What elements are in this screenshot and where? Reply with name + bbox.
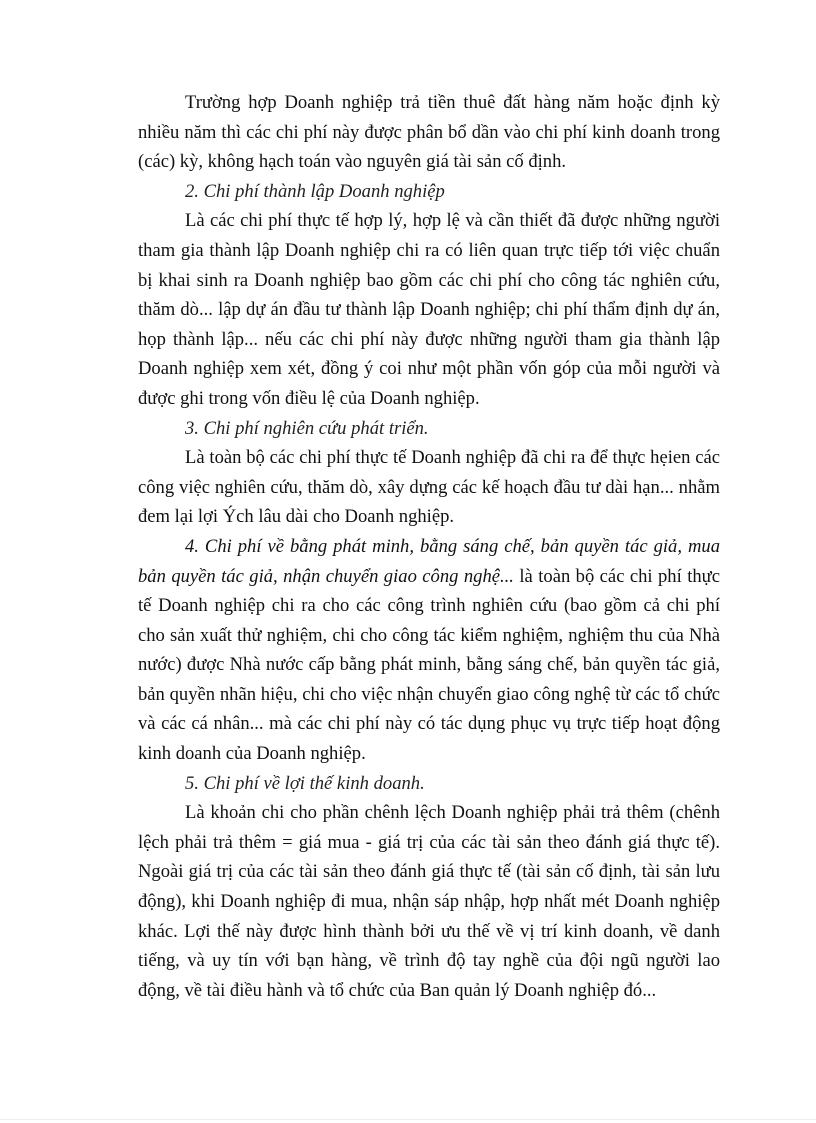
paragraph-patents-copyrights [138,532,720,769]
document-page [138,88,720,1005]
paragraph-establishment-costs: Là các chi phí thực tế hợp lý, hợp lệ và cần thiết đã được những người tham gia thành lập Doanh nghiệp chi ra có liên quan trực tiếp tới việc chuẩn bị khai sinh ra Doanh nghiệp bao gồm các chi phí cho công tác nghiên cứu, thăm dò... lập dự án đầu tư thành lập Doanh nghiệp; chi phí thẩm định dự án, họp thành lập... nếu các chi phí này được những người tham gia thành lập Doanh nghiệp xem xét, đồng ý coi như một phần vốn góp của mỗi người và được ghi trong vốn điều lệ của Doanh nghiệp. [138,210,720,409]
paragraph-research-development: Là toàn bộ các chi phí thực tế Doanh nghiệp đã chi ra để thực hẹien các công việc nghiên cứu, thăm dò, xây dựng các kế hoạch đầu tư dài hạn... nhằm đem lại lợi Ých lâu dài cho Doanh nghiệp. [138,447,720,528]
paragraph-patents-copyrights-body: là toàn bộ các chi phí thực tế Doanh nghiệp chi ra cho các công trình nghiên cứu (bao gồm cả chi phí cho sản xuất thử nghiệm, chi cho công tác kiểm nghiệm, nghiệm thu của Nhà nước) được Nhà nước cấp bằng phát minh, bằng sáng chế, bản quyền tác giả, bản quyền nhãn hiệu, chi cho việc nhận chuyển giao công nghệ từ các tổ chức và các cá nhân... mà các chi phí này có tác dụng phục vụ trực tiếp hoạt động kinh doanh của Doanh nghiệp. [138,565,720,765]
heading-patents-copyrights: 4. Chi phí về bằng phát minh, bằng sáng chế, bản quyền tác giả, mua bản quyền tác giả, nhận chuyển giao công nghệ... [138,535,720,587]
paragraph-land-rent: Trường hợp Doanh nghiệp trả tiền thuê đất hàng năm hoặc định kỳ nhiều năm thì các chi phí này được phân bổ dần vào chi phí kinh doanh trong (các) kỳ, không hạch toán vào nguyên giá tài sản cố định. [138,92,720,173]
heading-establishment-costs: 2. Chi phí thành lập Doanh nghiệp [185,180,445,202]
heading-research-development: 3. Chi phí nghiên cứu phát triển. [185,417,429,439]
paragraph-goodwill: Là khoản chi cho phần chênh lệch Doanh nghiệp phải trả thêm (chênh lệch phải trả thêm = giá mua - giá trị của các tài sản theo đánh giá thực tế). Ngoài giá trị của các tài sản theo đánh giá thực tế (tài sản cố định, tài sản lưu động), khi Doanh nghiệp đi mua, nhận sáp nhập, hợp nhất mét Doanh nghiệp khác. Lợi thế này được hình thành bởi ưu thế về vị trí kinh doanh, về danh tiếng, và uy tín với bạn hàng, về trình độ tay nghề của đội ngũ người lao động, về tài điều hành và tổ chức của Ban quản lý Doanh nghiệp đó... [138,802,720,1001]
page-bottom-divider [0,1119,816,1120]
heading-goodwill: 5. Chi phí về lợi thế kinh doanh. [185,772,425,794]
